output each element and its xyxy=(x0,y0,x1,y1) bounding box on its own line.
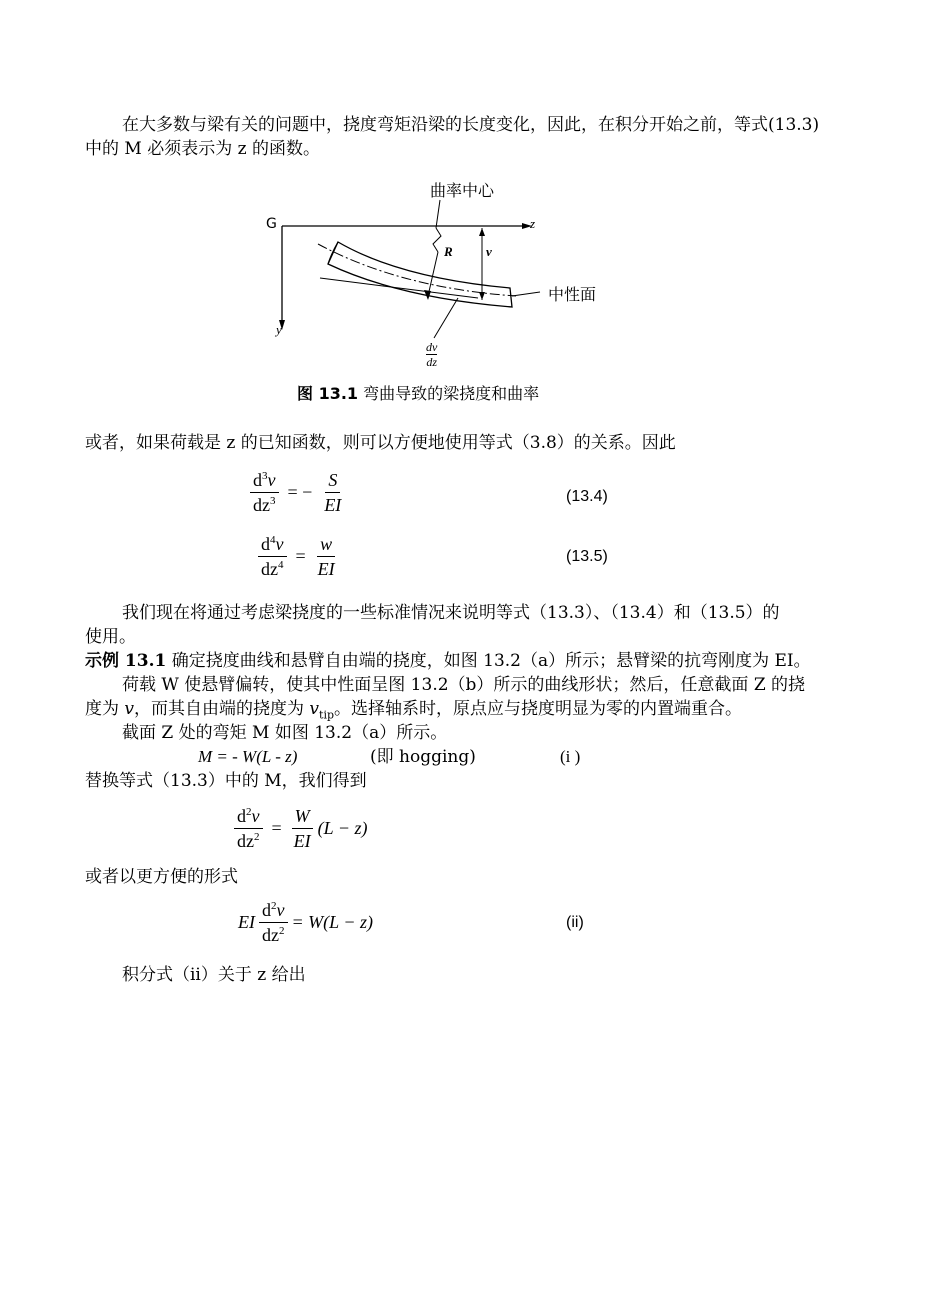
eq135-rhs: $\frac{w}{EI}$ xyxy=(317,534,335,579)
label-origin-G: G xyxy=(266,216,277,232)
figure-13-1 xyxy=(260,170,640,380)
eq-ii-number: (ii) xyxy=(566,914,584,931)
eq-i-lhs: M = - W(L - z) xyxy=(198,747,298,766)
label-deflection-v: v xyxy=(486,244,492,259)
eq135-lhs: $\frac{d^4v}{dz^4}$ xyxy=(258,534,287,579)
label-y-axis: y xyxy=(276,322,282,337)
label-z-axis: z xyxy=(530,216,536,231)
label-radius-R: R xyxy=(444,244,453,259)
example-line3: 度为 v，而其自由端的挠度为 $v_{tip}$。选择轴系时，原点应与挠度明显为零的内置端重合。 xyxy=(85,699,743,722)
eq134-rhs: $\frac{S}{EI}$ xyxy=(324,470,342,515)
eq134-lhs: $\frac{d^3v}{dz^3}$ xyxy=(250,470,279,515)
equation-13-4: $\frac{d^3v}{dz^3}$ = − $\frac{S}{EI}$ xyxy=(246,470,348,515)
example-label: 示例 13.1 xyxy=(85,651,167,671)
para3-line1: 我们现在将通过考虑梁挠度的一些标准情况来说明等式（13.3）、（13.4）和（13.5）的 xyxy=(122,603,780,623)
para2: 或者，如果荷载是 z 的已知函数，则可以方便地使用等式（3.8）的关系。因此 xyxy=(85,433,676,453)
beam-curvature-diagram xyxy=(260,170,640,380)
example-line2: 荷载 W 使悬臂偏转，使其中性面呈图 13.2（b）所示的曲线形状；然后，任意截面 Z 的挠 xyxy=(122,675,806,695)
caption-number: 图 13.1 xyxy=(297,384,359,403)
eq135-number: (13.5) xyxy=(566,548,608,565)
para6: 积分式（ii）关于 z 给出 xyxy=(122,965,306,985)
label-neutral-surface: 中性面 xyxy=(548,285,597,304)
equation-substituted: $\frac{d^2v}{dz^2}$ = $\frac{W}{EI}$ (L − z) xyxy=(230,806,367,851)
label-center-of-curvature: 曲率中心 xyxy=(430,181,495,200)
example-line4: 截面 Z 处的弯矩 M 如图 13.2（a）所示。 xyxy=(122,723,448,743)
eq-i-number: (i ) xyxy=(560,747,581,766)
label-slope: dv dz xyxy=(426,340,438,369)
para4: 替换等式（13.3）中的 M，我们得到 xyxy=(85,771,367,791)
equation-ii: EI $\frac{d^2v}{dz^2}$ = W(L − z) xyxy=(238,900,373,945)
eq134-number: (13.4) xyxy=(566,488,608,505)
para3-line2: 使用。 xyxy=(85,627,136,647)
para5: 或者以更方便的形式 xyxy=(85,867,238,887)
eq-i-note: (即 hogging) xyxy=(370,747,476,767)
para1-line1: 在大多数与梁有关的问题中，挠度弯矩沿梁的长度变化，因此，在积分开始之前，等式(13.3) xyxy=(122,115,820,135)
para1-line2: 中的 M 必须表示为 z 的函数。 xyxy=(85,139,320,159)
caption-text: 弯曲导致的梁挠度和曲率 xyxy=(358,384,540,403)
figure-caption xyxy=(297,381,539,404)
example-line1: 示例 13.1 确定挠度曲线和悬臂自由端的挠度，如图 13.2（a）所示；悬臂梁的抗弯刚度为 EI。 xyxy=(85,651,811,671)
equation-13-5: $\frac{d^4v}{dz^4}$ = $\frac{w}{EI}$ xyxy=(254,534,342,579)
